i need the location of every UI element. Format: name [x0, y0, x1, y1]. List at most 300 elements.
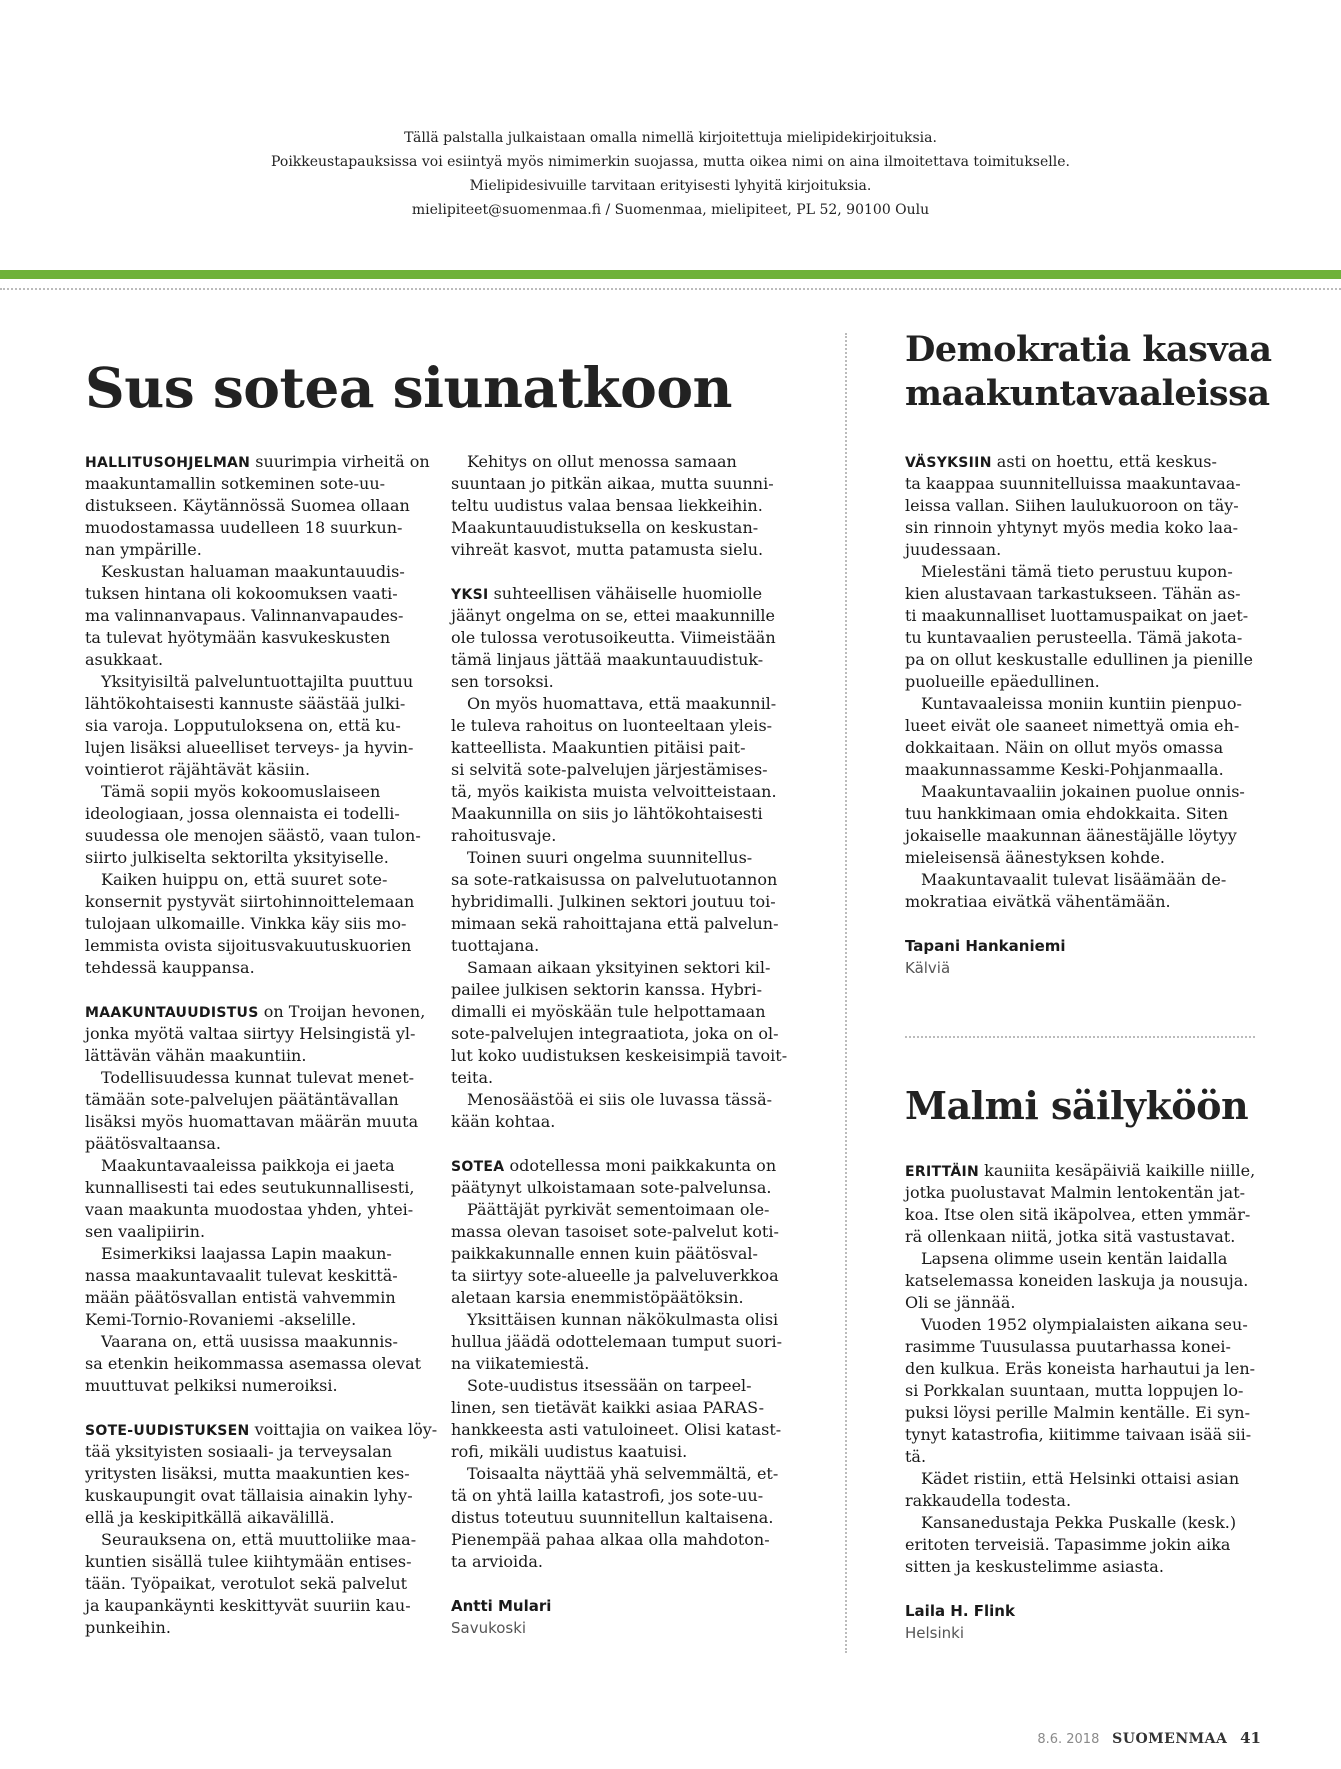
text-line [905, 891, 1253, 913]
text-line [85, 693, 437, 715]
line-text: tä. [905, 1447, 927, 1466]
line-text: hankkeesta asti vatuloineet. Olisi katast- [451, 1420, 782, 1439]
line-text: hybridimalli. Julkinen sektori joutuu toi- [451, 892, 776, 911]
paragraph-gap [905, 1578, 1255, 1600]
line-text: Kansanedustaja Pekka Puskalle (kesk.) [921, 1513, 1237, 1532]
text-line [905, 803, 1253, 825]
text-line [451, 1199, 787, 1221]
text-line [85, 1419, 437, 1441]
text-line [905, 1204, 1255, 1226]
text-line [905, 605, 1253, 627]
text-line [85, 671, 437, 693]
text-line [905, 847, 1253, 869]
line-text: kauniita kesäpäiviä kaikille niille, [979, 1161, 1256, 1180]
text-line [451, 1177, 787, 1199]
text-line [905, 1534, 1255, 1556]
text-line [905, 561, 1253, 583]
text-line [905, 1270, 1255, 1292]
line-text: muodostamassa uudelleen 18 suurkun- [85, 518, 403, 537]
text-line [85, 1485, 437, 1507]
text-line [451, 1045, 787, 1067]
author-name: Antti Mulari [451, 1597, 552, 1615]
text-line [905, 1556, 1255, 1578]
text-line [451, 913, 787, 935]
text-line [451, 891, 787, 913]
line-text: jonka myötä valtaa siirtyy Helsingistä yl- [85, 1024, 416, 1043]
text-line [85, 1573, 437, 1595]
text-line [85, 517, 437, 539]
text-line [85, 1089, 437, 1111]
text-line [905, 649, 1253, 671]
text-line [451, 1067, 787, 1089]
line-text: sa sote-ratkaisussa on palvelutuotannon [451, 870, 778, 889]
line-text: tuottajana. [451, 936, 540, 955]
text-line [85, 825, 437, 847]
dotted-rule-right [905, 1036, 1255, 1038]
line-text: vihreät kasvot, mutta patamusta sielu. [451, 540, 764, 559]
text-line [451, 1265, 787, 1287]
line-text: rofi, mikäli uudistus kaatuisi. [451, 1442, 688, 1461]
text-line [451, 737, 787, 759]
line-text: Toisaalta näyttää yhä selvemmältä, et- [467, 1464, 779, 1483]
paragraph-gap [451, 1573, 787, 1595]
text-line [451, 979, 787, 1001]
text-line [451, 1507, 787, 1529]
line-text: distukseen. Käytännössä Suomea ollaan [85, 496, 410, 515]
line-text: rä ollenkaan niitä, jotka sitä vastustavat. [905, 1227, 1236, 1246]
text-line [451, 1287, 787, 1309]
text-line [451, 1551, 787, 1573]
text-line [451, 957, 787, 979]
author-name: Tapani Hankaniemi [905, 937, 1066, 955]
line-text: vointierot räjähtävät käsiin. [85, 760, 311, 779]
text-line [85, 781, 437, 803]
line-text: voittajia on vaikea löy- [249, 1420, 438, 1439]
line-text: distus toteutuu suunnitellun kaltaisena. [451, 1508, 774, 1527]
line-text: suhteellisen vähäiselle huomiolle [488, 584, 763, 603]
dotted-column-divider [845, 333, 847, 1653]
text-line [85, 495, 437, 517]
text-line [85, 539, 437, 561]
text-line [85, 1595, 437, 1617]
text-line [905, 495, 1253, 517]
line-text: aletaan karsia enemmistöpäätöksin. [451, 1288, 744, 1307]
line-text: tä, myös kaikista muista velvoitteistaan. [451, 782, 777, 801]
lead-word: MAAKUNTAUUDISTUS [85, 1005, 259, 1021]
paragraph-gap [451, 1133, 787, 1155]
text-line [451, 825, 787, 847]
line-text: Sote-uudistus itsessään on tarpeel- [467, 1376, 752, 1395]
text-line [85, 1441, 437, 1463]
line-text: koa. Itse olen sitä ikäpolvea, etten ymmär- [905, 1205, 1251, 1224]
line-text: mieleisensä äänestyksen kohde. [905, 848, 1166, 867]
text-line [85, 1001, 437, 1023]
text-line [451, 1309, 787, 1331]
dotted-rule-top [0, 288, 1341, 290]
text-line [85, 1617, 437, 1639]
footer-brand: SUOMENMAA [1112, 1731, 1228, 1747]
text-line [451, 935, 787, 957]
text-line [905, 1380, 1255, 1402]
text-line [905, 473, 1253, 495]
text-line [905, 1468, 1255, 1490]
line-text: ja kaupankäynti keskittyvät suuriin kau- [85, 1596, 411, 1615]
line-text: dokkaitaan. Näin on ollut myös omassa [905, 738, 1224, 757]
text-line [85, 1221, 437, 1243]
text-line [85, 649, 437, 671]
line-text: rasimme Tuusulassa puutarhassa konei- [905, 1337, 1231, 1356]
line-text: suuntaan jo pitkän aikaa, mutta suunni- [451, 474, 774, 493]
text-line [451, 517, 787, 539]
text-line [905, 693, 1253, 715]
line-text: Kädet ristiin, että Helsinki ottaisi asian [921, 1469, 1240, 1488]
line-text: rakkaudella todesta. [905, 1491, 1072, 1510]
text-line [451, 1221, 787, 1243]
line-text: puolueille epäedullinen. [905, 672, 1100, 691]
text-line [451, 1529, 787, 1551]
text-line [451, 847, 787, 869]
line-text: tehdessä kauppansa. [85, 958, 255, 977]
line-text: kään kohtaa. [451, 1112, 556, 1131]
line-text: sen vaalipiirin. [85, 1222, 206, 1241]
text-line [85, 1177, 437, 1199]
text-line [905, 869, 1253, 891]
text-line [451, 1111, 787, 1133]
text-line [905, 451, 1253, 473]
line-text: eritoten terveisiä. Tapasimme jokin aika [905, 1535, 1231, 1554]
line-text: Kaiken huippu on, että suuret sote- [101, 870, 388, 889]
text-line [451, 715, 787, 737]
line-text: sen torsoksi. [451, 672, 554, 691]
text-line [85, 1023, 437, 1045]
line-text: Toinen suuri ongelma suunnitellus- [467, 848, 753, 867]
line-text: päätynyt ulkoistamaan sote-palvelunsa. [451, 1178, 772, 1197]
line-text: päätösvaltaansa. [85, 1134, 221, 1153]
text-line [451, 539, 787, 561]
text-line [85, 1353, 437, 1375]
text-line [905, 759, 1253, 781]
text-line [451, 693, 787, 715]
intro-line: Tällä palstalla julkaistaan omalla nimellä kirjoitettuja mielipidekirjoituksia. [404, 130, 937, 146]
paragraph-gap [85, 979, 437, 1001]
line-text: on Troijan hevonen, [258, 1002, 426, 1021]
text-line [905, 1314, 1255, 1336]
text-line [451, 583, 787, 605]
line-text: katselemassa koneiden laskuja ja nousuja. [905, 1271, 1249, 1290]
paragraph-gap [905, 913, 1253, 935]
line-text: mään päätösvallan entistä vahvemmin [85, 1288, 396, 1307]
text-line [85, 1067, 437, 1089]
text-line [85, 1331, 437, 1353]
text-line [905, 1358, 1255, 1380]
text-line [451, 781, 787, 803]
line-text: Keskustan haluaman maakuntauudis- [101, 562, 405, 581]
line-text: teita. [451, 1068, 494, 1087]
line-text: Kehitys on ollut menossa samaan [467, 452, 737, 471]
line-text: sia varoja. Lopputuloksena on, että ku- [85, 716, 401, 735]
line-text: den kulkua. Eräs koneista harhautui ja len- [905, 1359, 1256, 1378]
text-line [905, 671, 1253, 693]
intro-line: mielipiteet@suomenmaa.fi / Suomenmaa, mielipiteet, PL 52, 90100 Oulu [411, 202, 930, 218]
text-line [451, 1463, 787, 1485]
line-text: lueet eivät ole saaneet nimettyä omia eh- [905, 716, 1240, 735]
line-text: ellä ja keskipitkällä aikavälillä. [85, 1508, 335, 1527]
line-text: tämä linjaus jättää maakuntauudistuk- [451, 650, 764, 669]
line-text: Maakuntavaaleissa paikkoja ei jaeta [101, 1156, 395, 1175]
text-line [451, 759, 787, 781]
line-text: Seurauksena on, että muuttoliike maa- [101, 1530, 417, 1549]
text-line [85, 1199, 437, 1221]
text-line [451, 803, 787, 825]
line-text: pa on ollut keskustalle edullinen ja pienille [905, 650, 1253, 669]
text-line [905, 1446, 1255, 1468]
line-text: jotka puolustavat Malmin lentokentän jat- [905, 1183, 1246, 1202]
line-text: tämään sote-palvelujen päätäntävallan [85, 1090, 399, 1109]
article2-body [905, 451, 1253, 979]
text-line [85, 1111, 437, 1133]
text-line [85, 605, 437, 627]
text-line [905, 1336, 1255, 1358]
lead-word: SOTE-UUDISTUKSEN [85, 1423, 250, 1439]
line-text: tää yksityisten sosiaali- ja terveysalan [85, 1442, 393, 1461]
text-line [85, 715, 437, 737]
text-line [451, 1485, 787, 1507]
line-text: ta arvioida. [451, 1552, 544, 1571]
line-text: maakuntamallin sotkeminen sote-uu- [85, 474, 386, 493]
line-text: kuskaupungit ovat tällaisia ainakin lyhy- [85, 1486, 413, 1505]
line-text: le tuleva rahoitus on luonteeltaan yleis- [451, 716, 773, 735]
text-line [905, 1292, 1255, 1314]
author-name: Laila H. Flink [905, 1602, 1015, 1620]
text-line [85, 473, 437, 495]
line-text: Päättäjät pyrkivät sementoimaan ole- [467, 1200, 770, 1219]
line-text: tulojaan ulkomaille. Vinkka käy siis mo- [85, 914, 407, 933]
text-line [451, 1441, 787, 1463]
text-line [451, 1243, 787, 1265]
text-line [451, 627, 787, 649]
text-line [905, 1402, 1255, 1424]
article1-column-2 [451, 451, 787, 1639]
text-line [85, 1265, 437, 1287]
line-text: sitten ja keskustelimme asiasta. [905, 1557, 1164, 1576]
line-text: lemmista ovista sijoitusvakuutuskuorien [85, 936, 412, 955]
line-text: Maakuntauudistuksella on keskustan- [451, 518, 759, 537]
line-text: dimalli ei myöskään tule helpottamaan [451, 1002, 766, 1021]
text-line [451, 1331, 787, 1353]
text-line [85, 1243, 437, 1265]
text-line [905, 1490, 1255, 1512]
line-text: na viikatemiestä. [451, 1354, 590, 1373]
line-text: Pienempää pahaa alkaa olla mahdoton- [451, 1530, 770, 1549]
text-line [85, 1375, 437, 1397]
text-line [85, 847, 437, 869]
text-line [905, 539, 1253, 561]
line-text: konsernit pystyvät siirtohinnoittelemaan [85, 892, 415, 911]
text-line [85, 1287, 437, 1309]
lead-word: HALLITUSOHJELMAN [85, 455, 251, 471]
line-text: tynyt katastrofia, kiitimme taivaan isää sii- [905, 1425, 1252, 1444]
text-line [85, 737, 437, 759]
line-text: tä on yhtä lailla katastrofi, jos sote-uu- [451, 1486, 764, 1505]
line-text: odotellessa moni paikkakunta on [504, 1156, 777, 1175]
lead-word: VÄSYKSIIN [905, 455, 992, 471]
line-text: Lapsena olimme usein kentän laidalla [921, 1249, 1228, 1268]
line-text: suudessa ole menojen säästö, vaan tulon- [85, 826, 421, 845]
line-text: tuu hankkimaan omia ehdokkaita. Siten [905, 804, 1229, 823]
text-line [85, 1155, 437, 1177]
text-line [85, 891, 437, 913]
line-text: mokratiaa eivätkä vähentämään. [905, 892, 1171, 911]
text-line [85, 803, 437, 825]
article-title-sus-sotea: Sus sotea siunatkoon [85, 355, 732, 420]
line-text: Tämä sopii myös kokoomuslaiseen [101, 782, 381, 801]
line-text: Mielestäni tämä tieto perustuu kupon- [921, 562, 1233, 581]
line-text: lähtökohtaisesti kannuste säästää julki- [85, 694, 406, 713]
line-text: Esimerkiksi laajassa Lapin maakun- [101, 1244, 392, 1263]
line-text: leissa vallan. Siihen laulukuoroon on täy- [905, 496, 1239, 515]
text-line [451, 1397, 787, 1419]
line-text: kuntien sisällä tulee kiihtymään entises- [85, 1552, 412, 1571]
line-text: Maakuntavaaliin jokainen puolue onnis- [921, 782, 1245, 801]
line-text: kunnallisesti tai edes seutukunnallisesti, [85, 1178, 415, 1197]
line-text: massa olevan tasoiset sote-palvelut koti- [451, 1222, 779, 1241]
intro-line: Poikkeustapauksissa voi esiintyä myös nimimerkin suojassa, mutta oikea nimi on aina ilmoitettava toimitukselle. [271, 154, 1070, 170]
text-line [905, 1226, 1255, 1248]
line-text: Maakuntavaalit tulevat lisäämään de- [921, 870, 1227, 889]
line-text: muuttuvat pelkiksi numeroiksi. [85, 1376, 338, 1395]
line-text: pailee julkisen sektorin kanssa. Hybri- [451, 980, 762, 999]
text-line [905, 781, 1253, 803]
line-text: Yksittäisen kunnan näkökulmasta olisi [467, 1310, 779, 1329]
author-location: Kälviä [905, 959, 951, 977]
article-title-demokratia [905, 328, 1272, 416]
line-text: vaan maakunta muodostaa yhden, yhtei- [85, 1200, 414, 1219]
text-line [905, 517, 1253, 539]
line-text: linen, sen tietävät kaikki asiaa PARAS- [451, 1398, 765, 1417]
text-line [85, 1529, 437, 1551]
page-footer [1015, 1729, 1261, 1747]
lead-word: SOTEA [451, 1159, 505, 1175]
text-line [85, 1309, 437, 1331]
line-text: mimaan sekä rahoittajana että palvelun- [451, 914, 779, 933]
intro-notice [0, 126, 1341, 222]
text-line [905, 1160, 1255, 1182]
text-line [451, 1089, 787, 1111]
line-text: ti maakunnalliset luottamuspaikat on jaet- [905, 606, 1249, 625]
paragraph-gap [85, 1397, 437, 1419]
text-line [905, 1424, 1255, 1446]
line-text: katteellista. Maakuntien pitäisi pait- [451, 738, 746, 757]
text-line [451, 473, 787, 495]
text-line [85, 451, 437, 473]
lead-word: ERITTÄIN [905, 1164, 980, 1180]
text-line [905, 1182, 1255, 1204]
line-text: On myös huomattava, että maakunnil- [467, 694, 777, 713]
article3-body [905, 1160, 1255, 1644]
text-line [451, 1155, 787, 1177]
text-line [85, 583, 437, 605]
line-text: Oli se jännää. [905, 1293, 1016, 1312]
text-line [85, 759, 437, 781]
text-line [85, 957, 437, 979]
line-text: asti on hoettu, että keskus- [991, 452, 1217, 471]
text-line [85, 561, 437, 583]
line-text: Maakunnilla on siis jo lähtökohtaisesti [451, 804, 763, 823]
title-line: maakuntavaaleissa [905, 373, 1270, 414]
text-line [451, 649, 787, 671]
text-line [451, 1001, 787, 1023]
line-text: ma valinnanvapaus. Valinnanvapaudes- [85, 606, 404, 625]
line-text: rahoitusvaje. [451, 826, 557, 845]
line-text: ta siirtyy sote-alueelle ja palveluverkkoa [451, 1266, 779, 1285]
text-line [451, 451, 787, 473]
line-text: maakunnassamme Keski-Pohjanmaalla. [905, 760, 1224, 779]
line-text: paikkakunnalle ennen kuin päätösval- [451, 1244, 758, 1263]
text-line [451, 1375, 787, 1397]
line-text: yritysten lisäksi, mutta maakuntien kes- [85, 1464, 410, 1483]
article-title-malmi: Malmi säilyköön [905, 1083, 1249, 1128]
line-text: teltu uudistus valaa bensaa liekkeihin. [451, 496, 763, 515]
text-line [85, 913, 437, 935]
line-text: tu kuntavaalien perusteella. Tämä jakota- [905, 628, 1243, 647]
line-text: punkeihin. [85, 1618, 171, 1637]
text-line [905, 1248, 1255, 1270]
line-text: Yksityisiltä palveluntuottajilta puuttuu [101, 672, 414, 691]
line-text: Kemi-Tornio-Rovaniemi -akselille. [85, 1310, 357, 1329]
text-line [451, 605, 787, 627]
line-text: siirto julkiselta sektorilta yksityiselle. [85, 848, 389, 867]
line-text: Kuntavaaleissa moniin kuntiin pienpuo- [921, 694, 1242, 713]
line-text: tuksen hintana oli kokoomuksen vaati- [85, 584, 398, 603]
line-text: kien alustavaan tarkastukseen. Tähän as- [905, 584, 1241, 603]
line-text: ta kaappaa suunnitelluissa maakuntavaa- [905, 474, 1241, 493]
line-text: ideologiaan, jossa olennaista ei todelli- [85, 804, 400, 823]
text-line [905, 1512, 1255, 1534]
title-line: Demokratia kasvaa [905, 329, 1272, 370]
line-text: ta tulevat hyötymään kasvukeskusten [85, 628, 391, 647]
line-text: Vaarana on, että uusissa maakunnis- [101, 1332, 398, 1351]
text-line [451, 495, 787, 517]
line-text: nan ympärille. [85, 540, 202, 559]
text-line [85, 1045, 437, 1067]
text-line [905, 627, 1253, 649]
line-text: lut koko uudistuksen keskeisimpiä tavoit- [451, 1046, 788, 1065]
line-text: juudessaan. [905, 540, 1002, 559]
line-text: Vuoden 1952 olympialaisten aikana seu- [921, 1315, 1248, 1334]
paragraph-gap [451, 561, 787, 583]
line-text: asukkaat. [85, 650, 164, 669]
green-divider-bar [0, 270, 1341, 279]
author-location: Helsinki [905, 1624, 965, 1642]
text-line [905, 825, 1253, 847]
line-text: ole tulossa verotusoikeutta. Viimeistään [451, 628, 776, 647]
line-text: jäänyt ongelma on se, ettei maakunnille [451, 606, 776, 625]
text-line [451, 1419, 787, 1441]
text-line [85, 1133, 437, 1155]
text-line [85, 1463, 437, 1485]
line-text: suurimpia virheitä on [250, 452, 430, 471]
page-number: 41 [1240, 1729, 1261, 1747]
text-line [451, 1023, 787, 1045]
line-text: hullua jäädä odottelemaan tumput suori- [451, 1332, 783, 1351]
article1-column-1 [85, 451, 437, 1639]
lead-word: YKSI [451, 587, 489, 603]
line-text: Menosäästöä ei siis ole luvassa tässä- [467, 1090, 773, 1109]
line-text: tään. Työpaikat, verotulot sekä palvelut [85, 1574, 408, 1593]
line-text: puksi löysi perille Malmin kentälle. Ei syn- [905, 1403, 1250, 1422]
text-line [85, 935, 437, 957]
line-text: sa etenkin heikommassa asemassa olevat [85, 1354, 422, 1373]
